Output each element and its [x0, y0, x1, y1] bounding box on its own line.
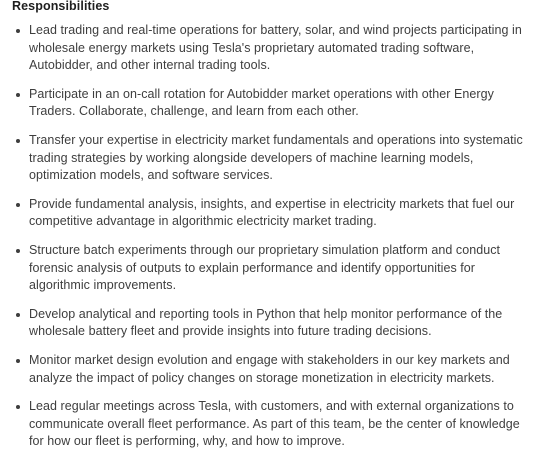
list-item-text: Transfer your expertise in electricity market fundamentals and operations into systematic trading strategies by working alongside developers of machine learning models, optimization models, and software services.: [29, 132, 523, 183]
bullet-icon: [16, 29, 20, 33]
list-item: [0, 196, 536, 231]
bullet-icon: [16, 93, 20, 97]
list-item: [0, 132, 536, 185]
list-item-text: Develop analytical and reporting tools in Python that help monitor performance of the wholesale battery fleet and provide insights into future trading decisions.: [29, 306, 503, 339]
responsibilities-list: [0, 22, 536, 462]
list-item: [0, 398, 536, 451]
list-item-text: Lead regular meetings across Tesla, with customers, and with external organizations to communicate overall fleet performance. As part of this team, be the center of knowledge for how our fleet is performing, why, and how to improve.: [29, 399, 520, 449]
list-item: [0, 306, 536, 341]
list-item: [0, 86, 536, 121]
list-item-text: Monitor market design evolution and engage with stakeholders in our key markets and analyze the impact of policy changes on storage monetization in electricity markets.: [29, 352, 510, 385]
bullet-icon: [16, 313, 20, 317]
bullet-icon: [16, 249, 20, 253]
list-item-text: Lead trading and real-time operations for battery, solar, and wind projects participating in wholesale energy markets using Tesla's proprietary automated trading software, Autobidder, and other internal trading tools.: [29, 23, 522, 73]
bullet-icon: [16, 139, 20, 143]
section-heading: Responsibilities: [12, 0, 110, 13]
list-item: [0, 22, 536, 75]
bullet-icon: [16, 203, 20, 207]
list-item: [0, 352, 536, 387]
list-item-text: Provide fundamental analysis, insights, and expertise in electricity markets that fuel our competitive advantage in algorithmic electricity market trading.: [29, 196, 515, 229]
list-item-text: Structure batch experiments through our proprietary simulation platform and conduct forensic analysis of outputs to explain performance and identify opportunities for algorithmic improvements.: [29, 242, 501, 293]
list-item-text: Participate in an on-call rotation for Autobidder market operations with other Energy Traders. Collaborate, challenge, and learn from each other.: [29, 86, 494, 119]
list-item: [0, 242, 536, 295]
bullet-icon: [16, 359, 20, 363]
bullet-icon: [16, 405, 20, 409]
